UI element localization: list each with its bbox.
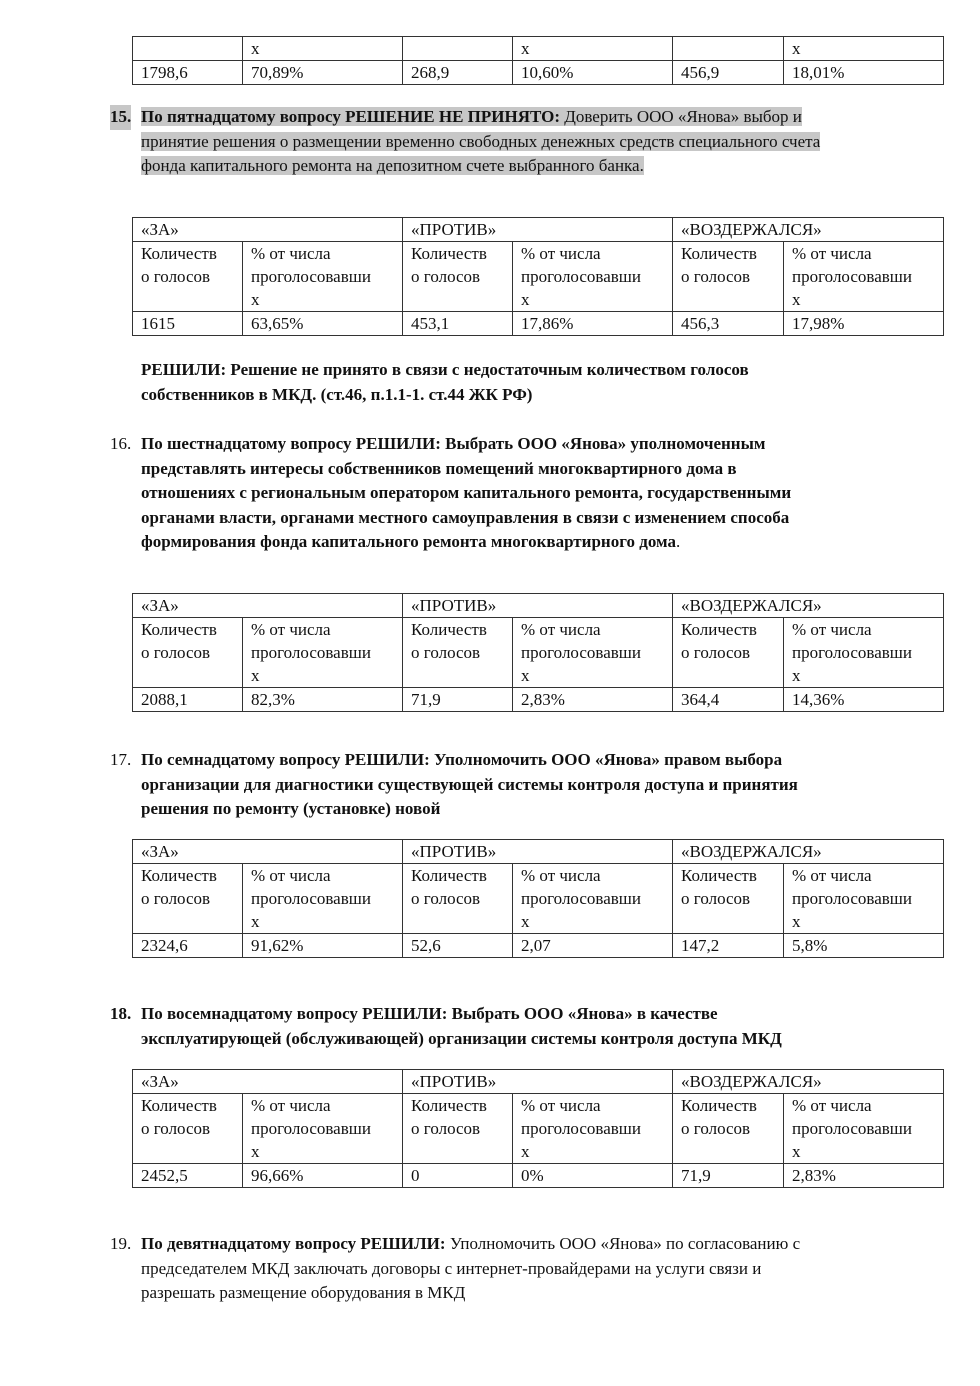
item-text: организации для диагностики существующей системы контроля доступа и принятия xyxy=(141,774,798,794)
table-cell: 10,60% xyxy=(513,61,673,85)
table-cell xyxy=(133,37,243,61)
header-count: Количеств о голосов xyxy=(403,242,513,312)
header-count: Количеств о голосов xyxy=(403,864,513,934)
vote-table-16 xyxy=(132,593,944,712)
table-cell: 82,3% xyxy=(243,688,403,712)
vote-table-14-fragment xyxy=(132,36,944,85)
table-cell: 364,4 xyxy=(673,688,784,712)
item-18 xyxy=(110,1002,950,1051)
table-row xyxy=(133,61,944,85)
item-15 xyxy=(110,105,950,179)
table-cell: 0 xyxy=(403,1164,513,1188)
table-cell: 1615 xyxy=(133,312,243,336)
item-heading: По девятнадцатому вопросу РЕШИЛИ: xyxy=(141,1234,446,1253)
header-count: Количеств о голосов xyxy=(673,1094,784,1164)
header-protiv: «ПРОТИВ» xyxy=(403,218,673,242)
header-protiv: «ПРОТИВ» xyxy=(403,840,673,864)
table-cell: 456,3 xyxy=(673,312,784,336)
header-vozderzhalsya: «ВОЗДЕРЖАЛСЯ» xyxy=(673,218,944,242)
table-cell: х xyxy=(784,37,944,61)
table-cell: 71,9 xyxy=(403,688,513,712)
item-number: 19. xyxy=(110,1234,132,1253)
item-text: По семнадцатому вопросу РЕШИЛИ: Уполномочить ООО «Янова» правом выбора xyxy=(141,750,783,769)
vote-table-17 xyxy=(132,839,944,958)
header-count: Количеств о голосов xyxy=(673,864,784,934)
table-cell: 14,36% xyxy=(784,688,944,712)
item-text: Доверить ООО «Янова» выбор и xyxy=(560,107,802,126)
table-cell: 2,07 xyxy=(513,934,673,958)
item-text: отношениях с региональным оператором капитального ремонта, государственными xyxy=(141,483,792,502)
header-count: Количеств о голосов xyxy=(133,1094,243,1164)
header-percent: % от числа проголосовавши х xyxy=(513,864,673,934)
item-text: эксплуатирующей (обслуживающей) организации системы контроля доступа МКД xyxy=(141,1028,782,1048)
header-protiv: «ПРОТИВ» xyxy=(403,594,673,618)
table-cell: 268,9 xyxy=(403,61,513,85)
table-cell xyxy=(673,37,784,61)
header-percent: % от числа проголосовавши х xyxy=(784,1094,944,1164)
item-17 xyxy=(110,748,950,822)
table-cell: 1798,6 xyxy=(133,61,243,85)
table-cell: 17,86% xyxy=(513,312,673,336)
header-percent: % от числа проголосовавши х xyxy=(784,618,944,688)
header-za: «ЗА» xyxy=(133,1070,403,1094)
item-19 xyxy=(110,1232,950,1306)
item-number: 18. xyxy=(110,1004,132,1023)
table-cell: 2324,6 xyxy=(133,934,243,958)
vote-table-18 xyxy=(132,1069,944,1188)
table-cell: 91,62% xyxy=(243,934,403,958)
table-cell: 453,1 xyxy=(403,312,513,336)
table-cell: 17,98% xyxy=(784,312,944,336)
header-percent: % от числа проголосовавши х xyxy=(784,242,944,312)
item-text: По восемнадцатому вопросу РЕШИЛИ: Выбрать ООО «Янова» в качестве xyxy=(141,1004,718,1023)
item-text: решения по ремонту (установке) новой xyxy=(141,799,441,818)
table-cell: 96,66% xyxy=(243,1164,403,1188)
header-count: Количеств о голосов xyxy=(403,1094,513,1164)
item-number: 15. xyxy=(110,105,131,130)
table-row xyxy=(133,934,944,958)
item-text: представлять интересы собственников помещений многоквартирного дома в xyxy=(141,458,737,478)
header-za: «ЗА» xyxy=(133,594,403,618)
header-za: «ЗА» xyxy=(133,218,403,242)
item-text: фонда капитального ремонта на депозитном счете выбранного банка. xyxy=(141,156,644,175)
table-row xyxy=(133,688,944,712)
table-cell: х xyxy=(513,37,673,61)
table-row xyxy=(133,1164,944,1188)
header-percent: % от числа проголосовавши х xyxy=(513,1094,673,1164)
item-text: разрешать размещение оборудования в МКД xyxy=(141,1283,466,1302)
header-vozderzhalsya: «ВОЗДЕРЖАЛСЯ» xyxy=(673,594,944,618)
header-count: Количеств о голосов xyxy=(133,242,243,312)
header-count: Количеств о голосов xyxy=(133,618,243,688)
item-text: По шестнадцатому вопросу РЕШИЛИ: Выбрать ООО «Янова» уполномоченным xyxy=(141,434,766,453)
table-cell: 71,9 xyxy=(673,1164,784,1188)
table-cell: 5,8% xyxy=(784,934,944,958)
header-percent: % от числа проголосовавши х xyxy=(243,618,403,688)
item-text: председателем МКД заключать договоры с интернет-провайдерами на услуги связи и xyxy=(141,1258,762,1278)
header-percent: % от числа проголосовавши х xyxy=(243,1094,403,1164)
header-protiv: «ПРОТИВ» xyxy=(403,1070,673,1094)
header-count: Количеств о голосов xyxy=(133,864,243,934)
item-number: 17. xyxy=(110,750,132,769)
item-text: органами власти, органами местного самоуправления в связи с изменением способа xyxy=(141,507,790,527)
table-cell: 63,65% xyxy=(243,312,403,336)
table-cell: 70,89% xyxy=(243,61,403,85)
item-16: 16. По шестнадцатому вопросу РЕШИЛИ: Выбрать ООО «Янова» уполномоченным представлять интересы собственников помещений многоквартирного дома в отношениях с региональным оператором капитального ремонта, государственными органами власти, органами местного самоуправления в связи с изменением способа формирования фонда капитального ремонта многоквартирного дома. xyxy=(110,432,950,555)
header-vozderzhalsya: «ВОЗДЕРЖАЛСЯ» xyxy=(673,840,944,864)
vote-table-15 xyxy=(132,217,944,336)
header-za: «ЗА» xyxy=(133,840,403,864)
header-vozderzhalsya: «ВОЗДЕРЖАЛСЯ» xyxy=(673,1070,944,1094)
table-cell: 456,9 xyxy=(673,61,784,85)
table-cell: 52,6 xyxy=(403,934,513,958)
table-cell: 18,01% xyxy=(784,61,944,85)
header-percent: % от числа проголосовавши х xyxy=(513,242,673,312)
table-cell xyxy=(403,37,513,61)
item-text: принятие решения о размещении временно свободных денежных средств специального счета xyxy=(141,131,821,151)
item-heading: По пятнадцатому вопросу РЕШЕНИЕ НЕ ПРИНЯТО: xyxy=(141,107,560,126)
table-cell: 147,2 xyxy=(673,934,784,958)
header-count: Количеств о голосов xyxy=(673,242,784,312)
header-percent: % от числа проголосовавши х xyxy=(513,618,673,688)
header-count: Количеств о голосов xyxy=(403,618,513,688)
table-cell: 2,83% xyxy=(513,688,673,712)
item-number: 16. xyxy=(110,434,132,453)
table-cell: 2,83% xyxy=(784,1164,944,1188)
table-cell: 2088,1 xyxy=(133,688,243,712)
header-percent: % от числа проголосовавши х xyxy=(243,864,403,934)
header-percent: % от числа проголосовавши х xyxy=(243,242,403,312)
table-cell: 0% xyxy=(513,1164,673,1188)
header-percent: % от числа проголосовавши х xyxy=(784,864,944,934)
table-cell: х xyxy=(243,37,403,61)
table-cell: 2452,5 xyxy=(133,1164,243,1188)
item-text: Уполномочить ООО «Янова» по согласованию с xyxy=(445,1234,801,1253)
header-count: Количеств о голосов xyxy=(673,618,784,688)
resolution-15: РЕШИЛИ: Решение не принято в связи с недостаточным количеством голосов собственников в МКД. (ст.46, п.1.1-1. ст.44 ЖК РФ) xyxy=(141,360,749,404)
table-row xyxy=(133,312,944,336)
